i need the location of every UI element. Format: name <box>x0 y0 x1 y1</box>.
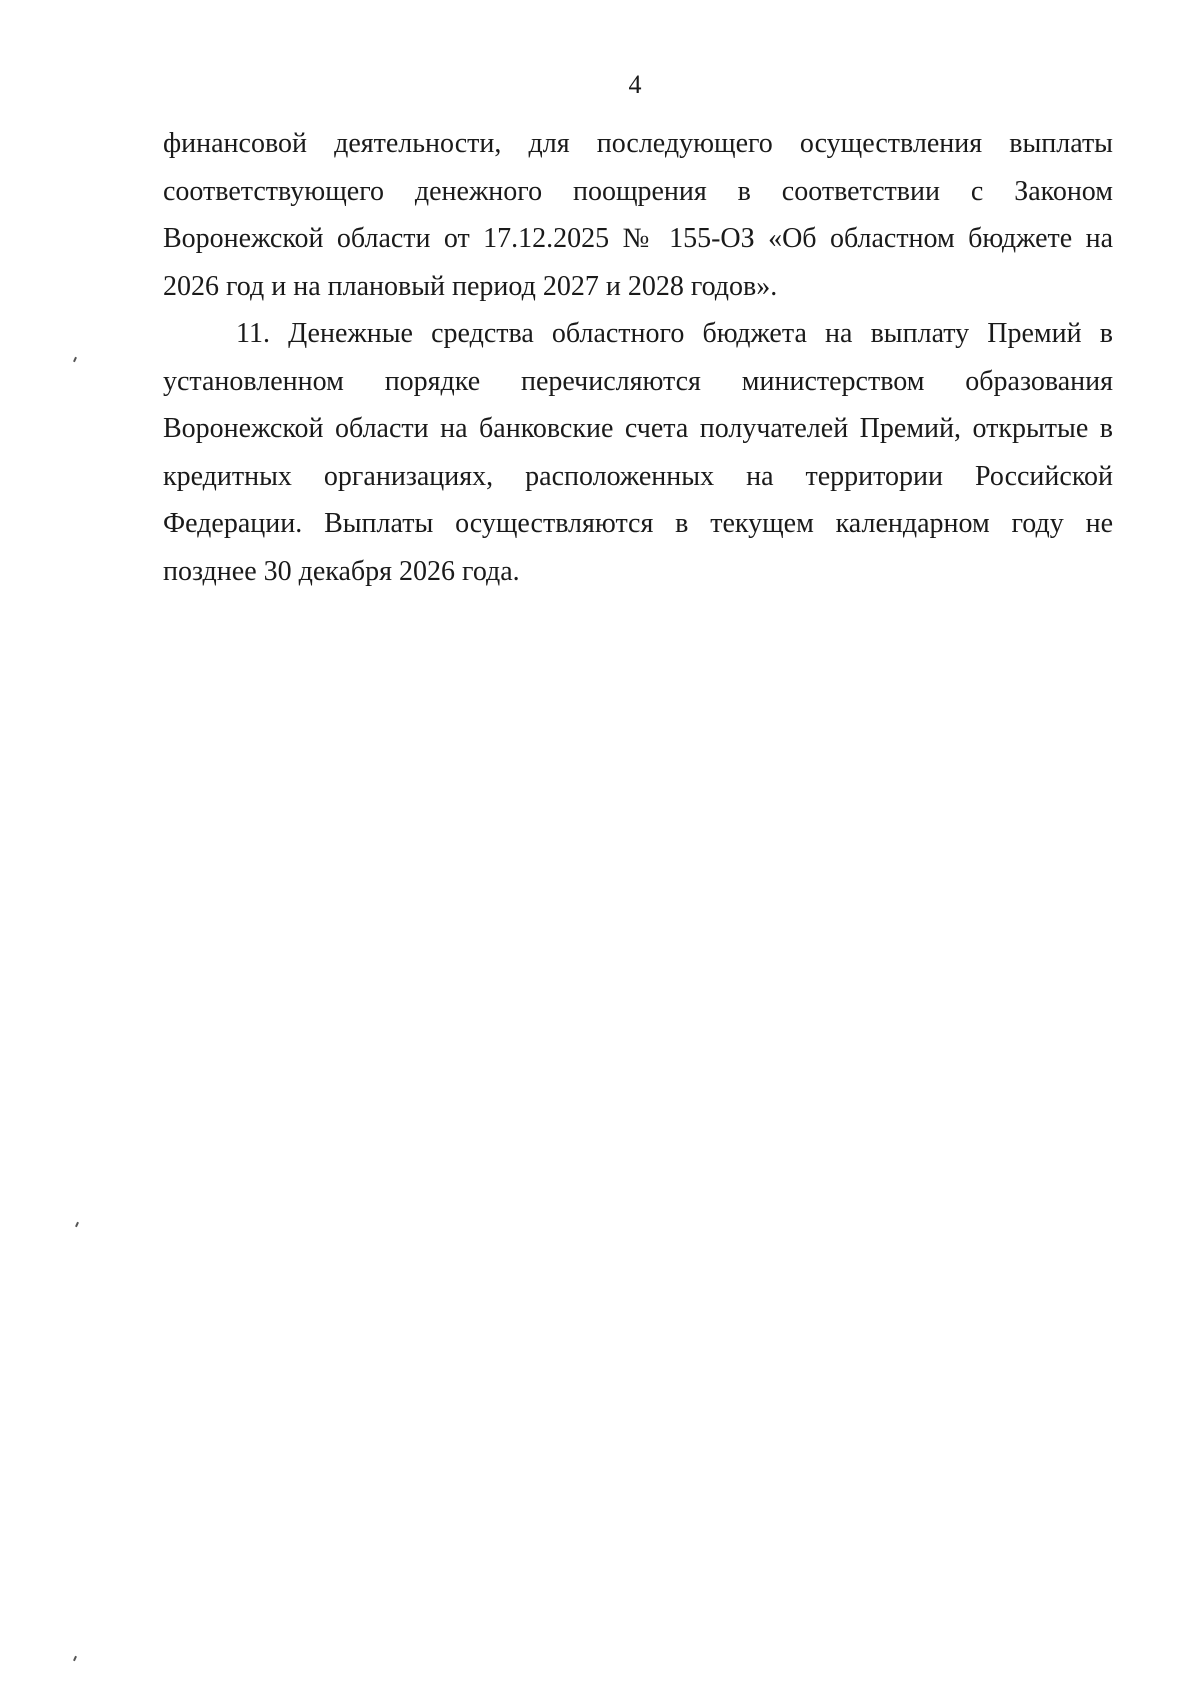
text-line: Воронежской области от 17.12.2025 № 155-ОЗ «Об областном бюджете на <box>163 223 1113 254</box>
page-number: 4 <box>628 70 642 99</box>
scan-speck <box>73 1656 77 1661</box>
text-line: кредитных организациях, расположенных на территории Российской <box>163 460 1113 492</box>
scan-speck <box>75 1222 79 1227</box>
text-line: установленном порядке перечисляются министерством образования <box>163 365 1113 397</box>
text-line: 2026 год и на плановый период 2027 и 2028 годов». <box>163 270 778 302</box>
paragraph-item-11 <box>163 310 1113 595</box>
text-line: Воронежской области на банковские счета получателей Премий, открытые в <box>163 413 1113 444</box>
text-line: позднее 30 декабря 2026 года. <box>163 555 520 587</box>
text-line: Федерации. Выплаты осуществляются в текущем календарном году не <box>163 508 1113 539</box>
paragraph-continuation <box>163 120 1113 310</box>
document-body <box>163 120 1113 595</box>
text-line: финансовой деятельности, для последующего осуществления выплаты <box>163 128 1113 159</box>
text-line: соответствующего денежного поощрения в соответствии с Законом <box>163 175 1113 207</box>
scan-speck <box>73 357 77 362</box>
text-line: 11. Денежные средства областного бюджета на выплату Премий в <box>236 318 1113 349</box>
